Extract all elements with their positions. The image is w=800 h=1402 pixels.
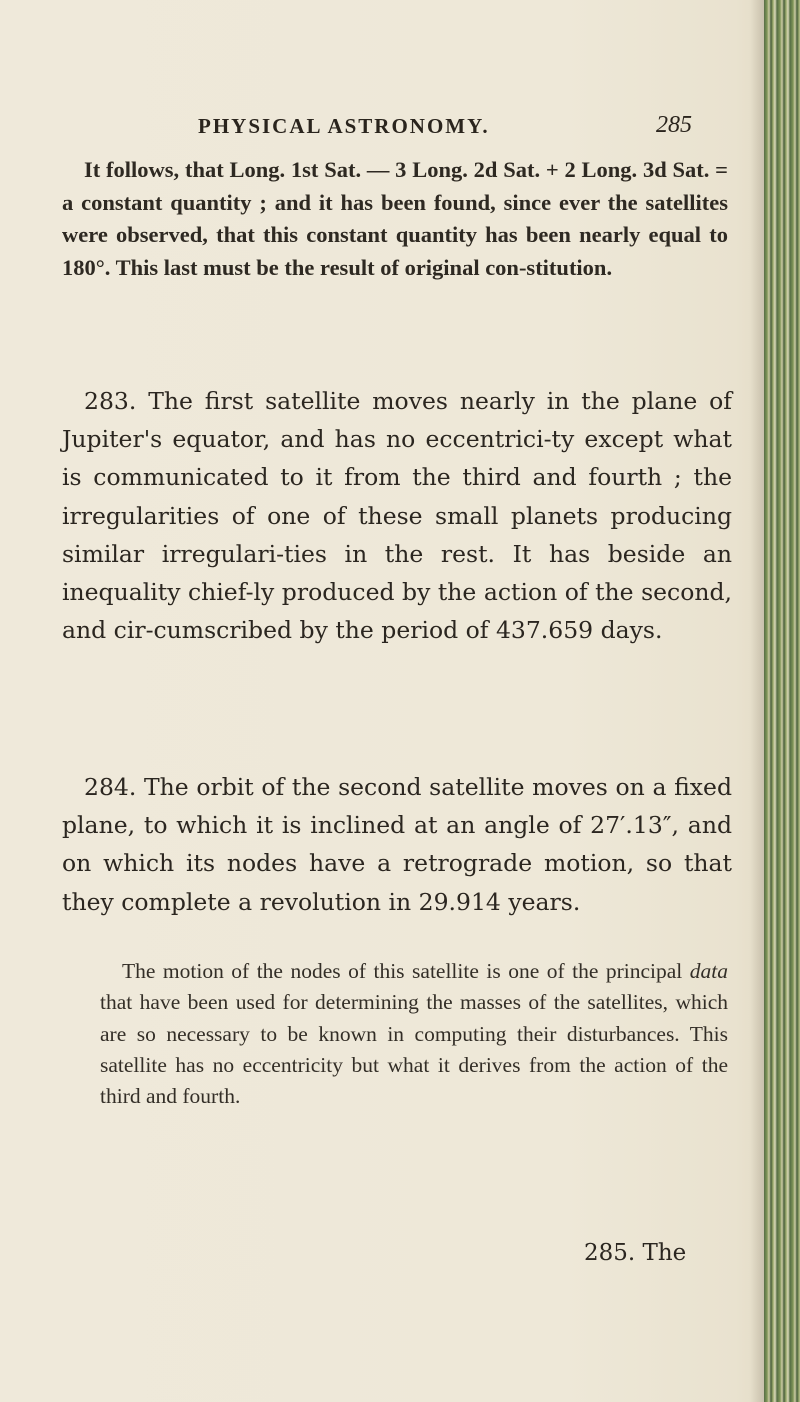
running-head xyxy=(0,112,760,142)
paragraph-284 xyxy=(62,768,732,921)
paragraph-text: 283. The first satellite moves nearly in the plane of Jupiter's equator, and has no eccentrici-ty except what is communicated to it from the third and fourth ; the irregularities of one of these small planets producing similar irregulari-ties in the rest. It has beside an inequality chief-ly produced by the action of the second, and cir-cumscribed by the period of 437.659 days. xyxy=(62,387,732,645)
paragraph-continuation xyxy=(62,154,728,284)
note-text-italic: data xyxy=(689,959,728,983)
paragraph-note xyxy=(100,956,728,1112)
running-title: PHYSICAL ASTRONOMY. xyxy=(198,114,490,138)
gutter-shadow xyxy=(750,0,764,1402)
paragraph-text: 284. The orbit of the second satellite moves on a fixed plane, to which it is inclined at an angle of 27′.13″, and on which its nodes have a retrograde motion, so that they complete a revolution in 29.914 years. xyxy=(62,773,732,916)
note-text-after: that have been used for determining the masses of the satellites, which are so necessary to be known in computing their disturbances. This satellite has no eccentricity but what it derives from the action of the third and fourth. xyxy=(100,990,728,1109)
page-number: 285 xyxy=(656,112,692,138)
paragraph-283 xyxy=(62,382,732,649)
book-spine-edge xyxy=(764,0,800,1402)
catchword: 285. The xyxy=(584,1240,687,1266)
note-text-before: The motion of the nodes of this satellite is one of the principal xyxy=(122,959,683,983)
paragraph-text: It follows, that Long. 1st Sat. — 3 Long. 2d Sat. + 2 Long. 3d Sat. = a constant quantity ; and it has been found, since ever the satellites were observed, that this constant quantity has been nearly equal to 180°. This last must be the result of original con-stitution. xyxy=(62,157,728,280)
